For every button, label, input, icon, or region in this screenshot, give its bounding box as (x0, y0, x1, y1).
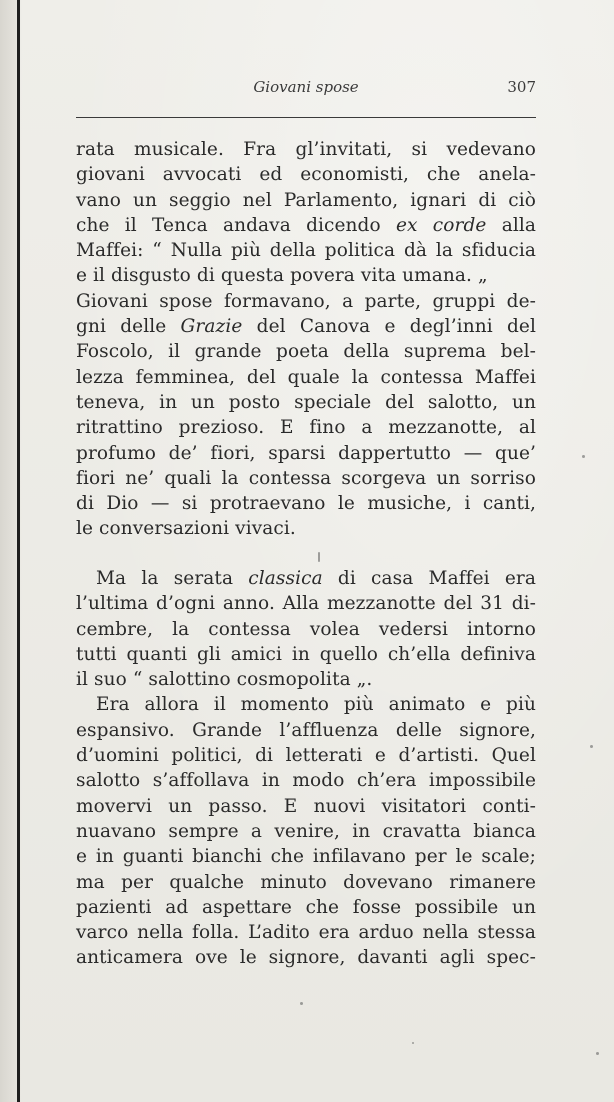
italic-phrase: Grazie (180, 316, 243, 338)
paragraph-1 (76, 137, 536, 542)
text-line: ma per qualche minuto dovevano rimanere (76, 871, 536, 893)
text-line: Era allora il momento più animato e più (96, 694, 536, 716)
page-number: 307 (507, 78, 536, 96)
text-line: anticamera ove le signore, davanti agli spec- (76, 947, 536, 969)
page-binding-edge (17, 0, 20, 1102)
text-line: Maffei: “ Nulla più della politica dà la sfiducia (76, 240, 536, 262)
scan-speck (590, 745, 593, 748)
text-line: lezza femminea, del quale la contessa Maffei (76, 366, 536, 388)
text-line: tutti quanti gli amici in quello ch’ella definiva (76, 643, 536, 665)
scan-speck (300, 1002, 303, 1005)
text-line: ritrattino prezioso. E fino a mezzanotte, al (76, 417, 536, 439)
text-line: che il Tenca andava dicendo ex corde alla (76, 214, 536, 236)
text-line: varco nella folla. L’adito era arduo nella stessa (76, 922, 536, 944)
text-line: d’uomini politici, di letterati e d’artisti. Quel (76, 745, 536, 767)
text-line: movervi un passo. E nuovi visitatori conti- (76, 795, 536, 817)
text-line: vano un seggio nel Parlamento, ignari di ciò (76, 189, 536, 211)
text-line: le conversazioni vivaci. (76, 518, 296, 540)
text-line: Foscolo, il grande poeta della suprema bel- (76, 341, 536, 363)
text-line: giovani avvocati ed economisti, che anela- (76, 164, 536, 186)
text-line: di Dio — si protraevano le musiche, i canti, (76, 493, 536, 515)
text-line: teneva, in un posto speciale del salotto, un (76, 391, 536, 413)
italic-phrase: ex corde (395, 214, 487, 236)
italic-phrase: classica (248, 568, 323, 589)
text-line: cembre, la contessa volea vedersi intorno (76, 618, 536, 640)
scan-speck (596, 1052, 599, 1055)
text-line: pazienti ad aspettare che fosse possibile un (76, 896, 536, 918)
text-line: Giovani spose formavano, a parte, gruppi de- (76, 290, 536, 312)
text-line: nuavano sempre a venire, in cravatta bianca (76, 820, 536, 842)
text-line: l’ultima d’ogni anno. Alla mezzanotte del 31 di- (76, 593, 536, 615)
text-line: fiori ne’ quali la contessa scorgeva un sorriso (76, 467, 536, 489)
scan-mark (318, 552, 320, 562)
text-line: Ma la serata classica di casa Maffei era (96, 568, 537, 589)
running-title: Giovani spose (253, 78, 359, 96)
scan-speck (412, 1042, 414, 1044)
header-rule (76, 117, 536, 118)
paragraph-2 (76, 566, 536, 971)
text-line: gni delle Grazie del Canova e degl’inni del (76, 316, 536, 338)
text-line: rata musicale. Fra gl’invitati, si vedevano (76, 139, 536, 160)
text-line: salotto s’affollava in modo ch’era impossibile (76, 770, 536, 792)
text-line: profumo de’ fiori, sparsi dappertutto — que’ (76, 442, 536, 464)
text-line: e il disgusto di questa povera vita umana. „ (76, 265, 488, 287)
text-line: espansivo. Grande l’affluenza delle signore, (76, 719, 536, 741)
scan-speck (582, 455, 585, 458)
running-header (76, 78, 536, 102)
text-line: il suo “ salottino cosmopolita „. (76, 669, 373, 691)
text-line: e in guanti bianchi che infilavano per le scale; (76, 846, 536, 868)
